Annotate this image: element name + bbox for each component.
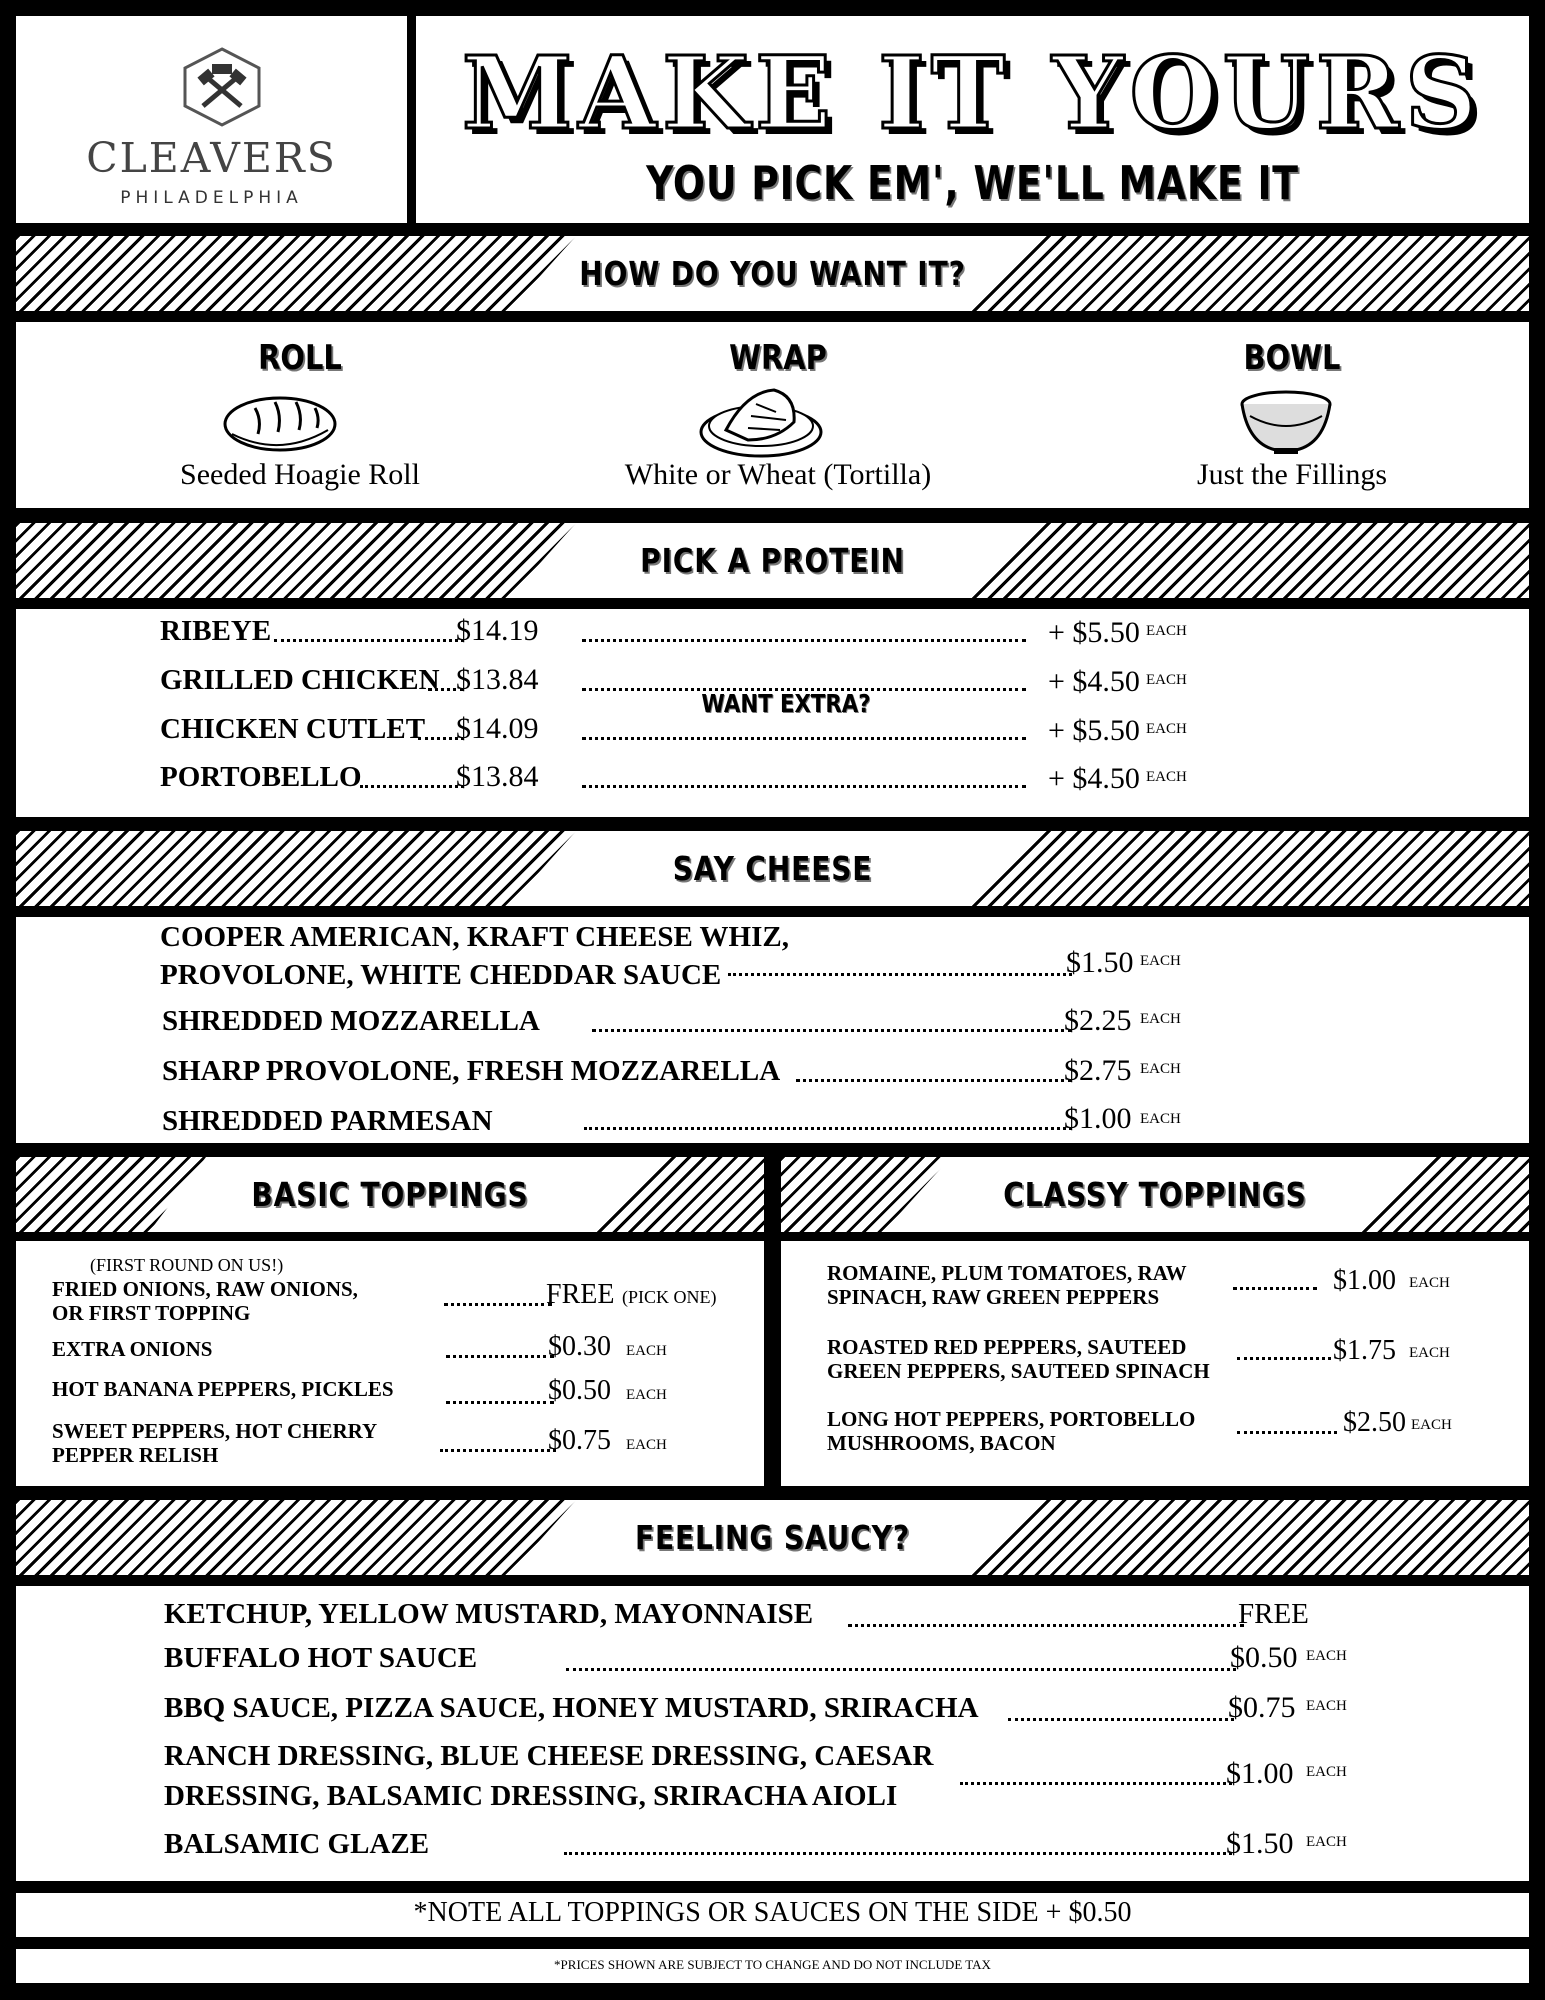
protein-item-name: CHICKEN CUTLET bbox=[160, 713, 426, 745]
basic-item-line2: PEPPER RELISH bbox=[52, 1443, 219, 1467]
basic-item-line1: FRIED ONIONS, RAW ONIONS, bbox=[52, 1277, 358, 1301]
logo-panel bbox=[16, 16, 407, 223]
cheese-item-line1: SHREDDED MOZZARELLA bbox=[162, 1005, 540, 1037]
option-roll-desc: Seeded Hoagie Roll bbox=[180, 458, 420, 491]
classy-item-each: EACH bbox=[1409, 1275, 1450, 1291]
title-panel bbox=[416, 16, 1529, 223]
basic-item-price: $0.50 bbox=[548, 1375, 611, 1406]
sauce-item-line1: KETCHUP, YELLOW MUSTARD, MAYONNAISE bbox=[164, 1598, 814, 1630]
protein-item-name: RIBEYE bbox=[160, 615, 272, 647]
cheese-item-line1: SHREDDED PARMESAN bbox=[162, 1105, 493, 1137]
note-panel bbox=[16, 1893, 1529, 1937]
sauce-item-line2: DRESSING, BALSAMIC DRESSING, SRIRACHA AIOLI bbox=[164, 1780, 898, 1812]
protein-extra-price: + $5.50 bbox=[1048, 616, 1140, 649]
bowl-icon bbox=[1236, 388, 1336, 458]
tortilla-wrap-icon bbox=[696, 382, 826, 462]
classy-panel bbox=[781, 1241, 1529, 1486]
cheese-item-each: EACH bbox=[1140, 1061, 1181, 1077]
option-wrap-name: WRAP bbox=[729, 338, 827, 378]
option-bowl-desc: Just the Fillings bbox=[1196, 458, 1388, 491]
cheese-item-line1: COOPER AMERICAN, KRAFT CHEESE WHIZ, bbox=[160, 921, 789, 953]
sauce-banner bbox=[16, 1500, 1529, 1575]
sauce-item-each: EACH bbox=[1306, 1648, 1347, 1664]
protein-item-price: $13.84 bbox=[456, 760, 539, 793]
bread-roll-icon bbox=[220, 388, 340, 456]
basic-item-line1: SWEET PEPPERS, HOT CHERRY bbox=[52, 1419, 378, 1443]
classy-item-line1: LONG HOT PEPPERS, PORTOBELLO bbox=[827, 1407, 1196, 1431]
classy-item-price: $1.00 bbox=[1333, 1265, 1396, 1296]
basic-note: (FIRST ROUND ON US!) bbox=[90, 1255, 284, 1275]
protein-extra-price: + $4.50 bbox=[1048, 762, 1140, 795]
basic-panel bbox=[16, 1241, 764, 1486]
classy-item-line2: GREEN PEPPERS, SAUTEED SPINACH bbox=[827, 1359, 1210, 1383]
classy-item-price: $2.50 bbox=[1343, 1407, 1406, 1438]
side-note: *NOTE ALL TOPPINGS OR SAUCES ON THE SIDE + $0.50 bbox=[413, 1897, 1132, 1928]
sauce-item-each: EACH bbox=[1306, 1764, 1347, 1780]
classy-banner bbox=[781, 1157, 1529, 1232]
sauce-item-line1: RANCH DRESSING, BLUE CHEESE DRESSING, CAESAR bbox=[164, 1740, 934, 1772]
sauce-panel bbox=[16, 1586, 1529, 1881]
basic-item-each: EACH bbox=[626, 1387, 667, 1403]
protein-item-price: $13.84 bbox=[456, 663, 539, 696]
how-heading: HOW DO YOU WANT IT? bbox=[579, 254, 966, 293]
classy-item-line1: ROASTED RED PEPPERS, SAUTEED bbox=[827, 1335, 1187, 1359]
classy-item-price: $1.75 bbox=[1333, 1335, 1396, 1366]
cheese-panel bbox=[16, 917, 1529, 1143]
classy-heading: CLASSY TOPPINGS bbox=[1003, 1175, 1307, 1214]
disclaimer-panel bbox=[16, 1949, 1529, 1983]
cheese-item-price: $1.50 bbox=[1066, 946, 1134, 979]
cheese-item-price: $2.75 bbox=[1064, 1054, 1132, 1087]
sauce-item-price: $1.00 bbox=[1226, 1757, 1294, 1790]
basic-item-line2: OR FIRST TOPPING bbox=[52, 1301, 251, 1325]
option-bowl-name: BOWL bbox=[1243, 338, 1341, 378]
basic-item-price: $0.75 bbox=[548, 1425, 611, 1456]
cheese-item-each: EACH bbox=[1140, 1011, 1181, 1027]
basic-item-line1: EXTRA ONIONS bbox=[52, 1337, 213, 1361]
cleaver-logo-icon bbox=[179, 46, 265, 128]
basic-item-price: FREE bbox=[546, 1279, 615, 1310]
sauce-item-price: FREE bbox=[1238, 1598, 1309, 1630]
cheese-item-line2: PROVOLONE, WHITE CHEDDAR SAUCE bbox=[160, 959, 722, 991]
logo-city: PHILADELPHIA bbox=[120, 188, 303, 208]
classy-item-line1: ROMAINE, PLUM TOMATOES, RAW bbox=[827, 1261, 1187, 1285]
classy-item-line2: MUSHROOMS, BACON bbox=[827, 1431, 1056, 1455]
sauce-item-each: EACH bbox=[1306, 1698, 1347, 1714]
classy-item-each: EACH bbox=[1409, 1345, 1450, 1361]
protein-banner bbox=[16, 523, 1529, 598]
sauce-item-line1: BUFFALO HOT SAUCE bbox=[164, 1642, 478, 1674]
option-roll-name: ROLL bbox=[258, 338, 342, 378]
sauce-item-price: $0.50 bbox=[1230, 1641, 1298, 1674]
basic-item-each: EACH bbox=[626, 1343, 667, 1359]
basic-item-each: EACH bbox=[626, 1437, 667, 1453]
basic-banner bbox=[16, 1157, 764, 1232]
logo-name: CLEAVERS bbox=[86, 134, 337, 182]
sauce-item-each: EACH bbox=[1306, 1834, 1347, 1850]
cheese-item-line1: SHARP PROVOLONE, FRESH MOZZARELLA bbox=[162, 1055, 781, 1087]
protein-extra-each: EACH bbox=[1146, 672, 1187, 688]
how-banner bbox=[16, 236, 1529, 311]
sauce-item-price: $0.75 bbox=[1228, 1691, 1296, 1724]
cheese-item-price: $1.00 bbox=[1064, 1102, 1132, 1135]
protein-heading: PICK A PROTEIN bbox=[640, 541, 905, 580]
protein-extra-each: EACH bbox=[1146, 769, 1187, 785]
protein-panel bbox=[16, 609, 1529, 817]
cheese-item-each: EACH bbox=[1140, 953, 1181, 969]
cheese-item-each: EACH bbox=[1140, 1111, 1181, 1127]
protein-item-name: GRILLED CHICKEN bbox=[160, 664, 440, 696]
cheese-item-price: $2.25 bbox=[1064, 1004, 1132, 1037]
page-subtitle: YOU PICK EM', WE'LL MAKE IT bbox=[646, 156, 1299, 210]
basic-item-price: $0.30 bbox=[548, 1331, 611, 1362]
sauce-heading: FEELING SAUCY? bbox=[635, 1518, 910, 1557]
protein-extra-price: + $4.50 bbox=[1048, 665, 1140, 698]
protein-extra-each: EACH bbox=[1146, 721, 1187, 737]
sauce-item-line1: BBQ SAUCE, PIZZA SAUCE, HONEY MUSTARD, SRIRACHA bbox=[164, 1692, 979, 1724]
cheese-heading: SAY CHEESE bbox=[672, 849, 873, 888]
want-extra-label: WANT EXTRA? bbox=[701, 689, 871, 718]
classy-item-each: EACH bbox=[1411, 1417, 1452, 1433]
page-title: MAKE IT YOURS bbox=[461, 34, 1484, 152]
price-disclaimer: *PRICES SHOWN ARE SUBJECT TO CHANGE AND DO NOT INCLUDE TAX bbox=[554, 1957, 991, 1972]
basic-item-line1: HOT BANANA PEPPERS, PICKLES bbox=[52, 1377, 394, 1401]
protein-item-price: $14.09 bbox=[456, 712, 539, 745]
sauce-item-price: $1.50 bbox=[1226, 1827, 1294, 1860]
how-panel bbox=[16, 322, 1529, 508]
protein-extra-each: EACH bbox=[1146, 623, 1187, 639]
sauce-item-line1: BALSAMIC GLAZE bbox=[164, 1828, 430, 1860]
basic-heading: BASIC TOPPINGS bbox=[251, 1175, 529, 1214]
basic-item-each: (PICK ONE) bbox=[622, 1287, 717, 1307]
classy-item-line2: SPINACH, RAW GREEN PEPPERS bbox=[827, 1285, 1160, 1309]
cheese-banner bbox=[16, 831, 1529, 906]
protein-extra-price: + $5.50 bbox=[1048, 714, 1140, 747]
protein-item-name: PORTOBELLO bbox=[160, 761, 362, 793]
protein-item-price: $14.19 bbox=[456, 614, 539, 647]
option-wrap-desc: White or Wheat (Tortilla) bbox=[624, 458, 932, 491]
